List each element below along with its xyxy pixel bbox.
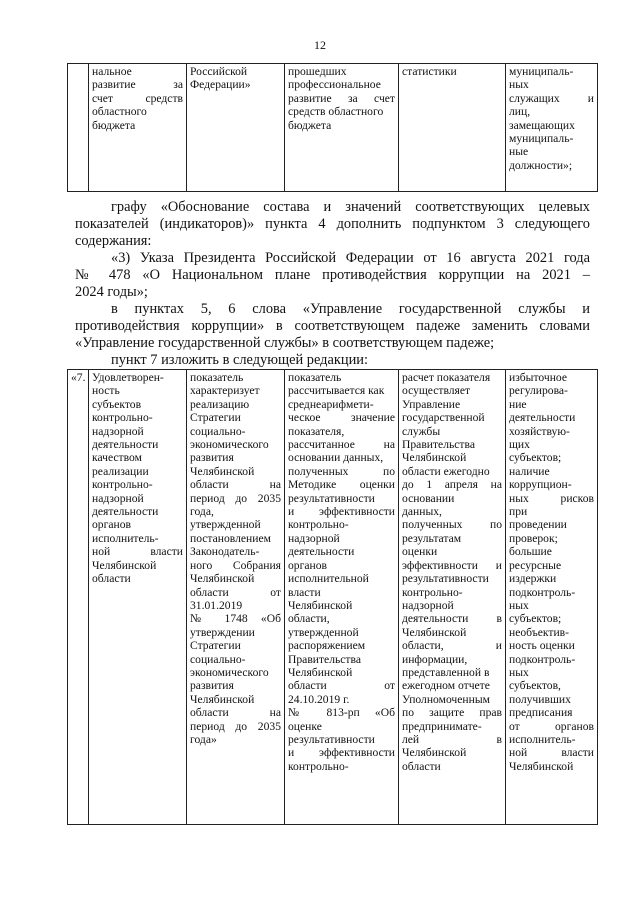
top-table-col6: муниципаль- ных служащих и лиц, замещающих муниципаль- ные должности»; (506, 64, 598, 192)
main-table-risks: избыточное регулирова- ние деятельности хозяйствую- щих субъектов; наличие коррупцион- ных рисков при проведении проверок; большие ресурсные издержки подконтроль- ных субъектов; необъектив- ность оценки подконтроль- ных субъектов, получивших предписания от органов исполнитель- ной власти Челябинской (506, 370, 598, 825)
main-table-strategy-reference: показатель характеризует реализацию Стратегии социально- экономического развития Челябинской области на период до 2035 года, утвержденной постановлением Законодатель- ного Собрания Челябинской области от 31.01.2019 № 1748 «Об утверждении Стратегии социально- экономического развития Челябинской области на период до 2035 года» (187, 370, 285, 825)
top-table-col4: прошедших профессиональное развитие за счет средств областного бюджета (285, 64, 399, 192)
main-table-calculation-method: показатель рассчитывается как среднеарифмети- ческое значение показателя, рассчитанное на основании данных, полученных по Методике оценки результативности и эффективности контрольно- надзорной деятельности органов исполнительной власти Челябинской области, утвержденной распоряжением Правительства Челябинской области от 24.10.2019 г. № 813-рп «Об оценке результативности и эффективности контрольно- (285, 370, 399, 825)
main-table (67, 369, 598, 825)
main-table-item-number: «7. (68, 370, 89, 825)
main-table-indicator-name: Удовлетворен- ность субъектов контрольно- надзорной деятельности качеством реализации контрольно- надзорной деятельности органов исполнитель- ной власти Челябинской области (89, 370, 187, 825)
main-table-data-source: расчет показателя осуществляет Управление государственной службы Правительства Челябинской области ежегодно до 1 апреля на основании данных, полученных по результатам оценки эффективности и результативности контрольно- надзорной деятельности в Челябинской области, и информации, представленной в ежегодном отчете Уполномоченным по защите прав предпринимате- лей в Челябинской области (399, 370, 506, 825)
paragraph-3: в пунктах 5, 6 слова «Управление государственной службы и противодействия коррупции» в соответствующем падеже заменить словами «Управление государственной службы» в соответствующем падеже; (75, 301, 590, 351)
paragraph-4: пункт 7 изложить в следующей редакции: (111, 352, 368, 368)
top-table-col1 (68, 64, 89, 192)
top-table-col3: Российской Федерации» (187, 64, 285, 192)
paragraph-2: «3) Указа Президента Российской Федерации от 16 августа 2021 года № 478 «О Национальном плане противодействия коррупции на 2021 – 2024 годы»; (75, 250, 590, 300)
top-table-col5: статистики (399, 64, 506, 192)
top-table-fragment (67, 63, 598, 192)
paragraph-1: графу «Обоснование состава и значений соответствующих целевых показателей (индикаторов)» пункта 4 дополнить подпунктом 3 следующего содержания: (75, 199, 590, 249)
page-number: 12 (314, 38, 326, 52)
top-table-col2: нальное развитие за счет средств областного бюджета (89, 64, 187, 192)
